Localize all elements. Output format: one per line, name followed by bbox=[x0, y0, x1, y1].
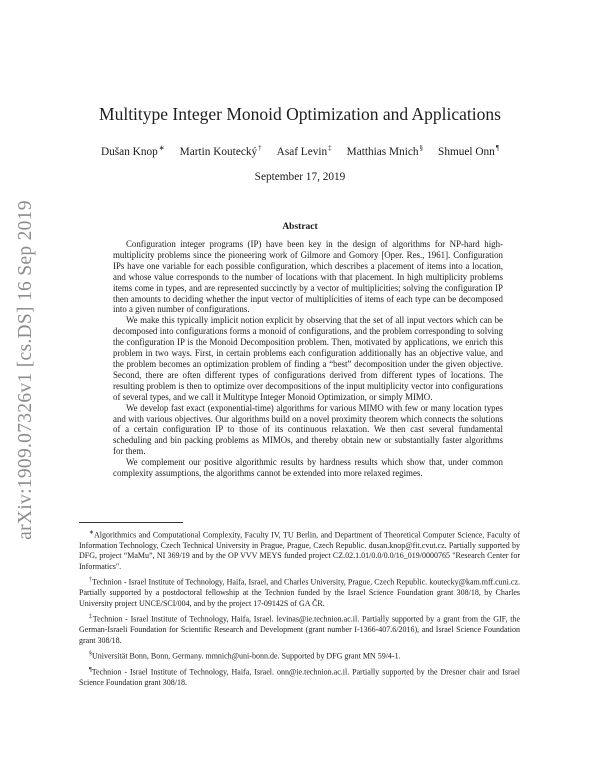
footnote-text: Universität Bonn, Bonn, Germany. mmnich@uni-bonn.de. Supported by DFG grant MN 59/4-1. bbox=[92, 651, 401, 661]
author-footnote-mark: ‡ bbox=[328, 144, 332, 152]
author-name: Dušan Knop bbox=[100, 145, 158, 158]
footnote bbox=[79, 665, 520, 688]
paper-title: Multitype Integer Monoid Optimization and Applications bbox=[99, 104, 501, 124]
author-name: Shmuel Onn bbox=[438, 145, 495, 158]
arxiv-identifier-stamp bbox=[12, 190, 40, 550]
abstract-paragraph: We make this typically implicit notion explicit by observing that the set of all input vectors which can be decomposed into configurations forms a monoid of configurations, and the problem corresponding to solving the configuration IP is the Monoid Decomposition problem. Then, motivated by applications, we enrich this problem in two ways. First, in certain problems each configuration additionally has an objective value, and the problem becomes an optimization problem of finding a “best” decomposition under the given objective. Second, there are often different types of configurations derived from different types of locations. The resulting problem is then to optimize over decompositions of the input multiplicity vector into configurations of several types, and we call it Multitype Integer Monoid Optimization, or simply MIMO. bbox=[113, 315, 503, 402]
arxiv-identifier-text: arXiv:1909.07326v1 [cs.DS] 16 Sep 2019 bbox=[15, 200, 36, 540]
author bbox=[180, 144, 262, 158]
footnotes bbox=[79, 528, 520, 692]
footnote-mark: ∗ bbox=[89, 530, 95, 536]
footnote bbox=[79, 649, 520, 662]
abstract-paragraph: We complement our positive algorithmic results by hardness results which show that, under common complexity assumptions, the algorithms cannot be extended into more relaxed regimes. bbox=[113, 457, 503, 479]
author bbox=[438, 144, 499, 158]
abstract-paragraph: Configuration integer programs (IP) have been key in the design of algorithms for NP-hard high-multiplicity problems since the pioneering work of Gilmore and Gomory [Oper. Res., 1961]. Configuration IPs have one variable for each possible configuration, which describes a placement of items into a location, and whose value corresponds to the number of locations with that placement. In high multiplicity problems items come in types, and are represented succinctly by a vector of multiplicities; solving the configuration IP then amounts to deciding whether the input vector of multiplicities of items of each type can be decomposed into a given number of configurations. bbox=[113, 239, 503, 315]
publication-date: September 17, 2019 bbox=[254, 171, 346, 183]
footnote-mark: ‡ bbox=[89, 614, 93, 621]
footnote bbox=[79, 575, 520, 609]
footnote bbox=[79, 528, 520, 572]
footnote bbox=[79, 612, 520, 646]
abstract-paragraph: We develop fast exact (exponential-time) algorithms for various MIMO with few or many location types and with various objectives. Our algorithms build on a novel proximity theorem which connects the solutions of a certain configuration IP to those of its continuous relaxation. We then cast several fundamental scheduling and bin packing problems as MIMOs, and thereby obtain new or substantially faster algorithms for them. bbox=[113, 402, 503, 457]
footnote-mark: § bbox=[89, 651, 92, 658]
author-list bbox=[0, 144, 600, 158]
author-footnote-mark: ∗ bbox=[158, 144, 165, 152]
author-footnote-mark: † bbox=[258, 144, 262, 152]
abstract-heading: Abstract bbox=[282, 222, 318, 232]
abstract-body bbox=[113, 239, 503, 479]
author-name: Martin Koutecký bbox=[179, 145, 258, 158]
footnote-text: Technion - Israel Institute of Technology, Haifa, Israel. levinas@ie.technion.ac.il. Partially supported by a grant from the GIF, the German-Israeli Foundation for Scientific Research and Development (grant number I-1366-407.6/2016), and Israel Science Foundation grant 308/18. bbox=[79, 614, 521, 645]
footnote-divider bbox=[79, 522, 183, 523]
author-footnote-mark: § bbox=[419, 144, 424, 152]
footnote-mark: ¶ bbox=[89, 667, 92, 674]
footnote-text: Technion - Israel Institute of Technology, Haifa, Israel. onn@ie.technion.ac.il. Partially supported by the Dresner chair and Israel Science Foundation grant 308/18. bbox=[79, 667, 520, 688]
footnote-text: Technion - Israel Institute of Technology, Haifa, Israel, and Charles University, Prague, Czech Republic. koutecky@kam.mff.cuni.cz. Partially supported by a postdoctoral fellowship at the Technion funded by the Israel Science Foundation grant 308/18, by Charles University project UNCE/SCI/004, and by the project 17-09142S of GA ČR. bbox=[79, 577, 521, 608]
author bbox=[347, 144, 423, 158]
author-name: Asaf Levin bbox=[276, 145, 328, 158]
author-name: Matthias Mnich bbox=[346, 145, 419, 158]
footnote-text: Algorithmics and Computational Complexity, Faculty IV, TU Berlin, and Department of Theoretical Computer Science, Faculty of Information Technology, Czech Technical University in Prague, Prague, Czech Republic. dusan.knop@fit.cvut.cz. Partially supported by DFG, project “MaMu”, NI 369/19 and by the OP VVV MEYS funded project CZ.02.1.01/0.0/0.0/16_019/0000765 "Research Center for Informatics". bbox=[79, 530, 520, 571]
author bbox=[277, 144, 332, 158]
footnote-mark: † bbox=[89, 577, 93, 584]
author-footnote-mark: ¶ bbox=[495, 144, 500, 152]
author bbox=[101, 144, 165, 158]
